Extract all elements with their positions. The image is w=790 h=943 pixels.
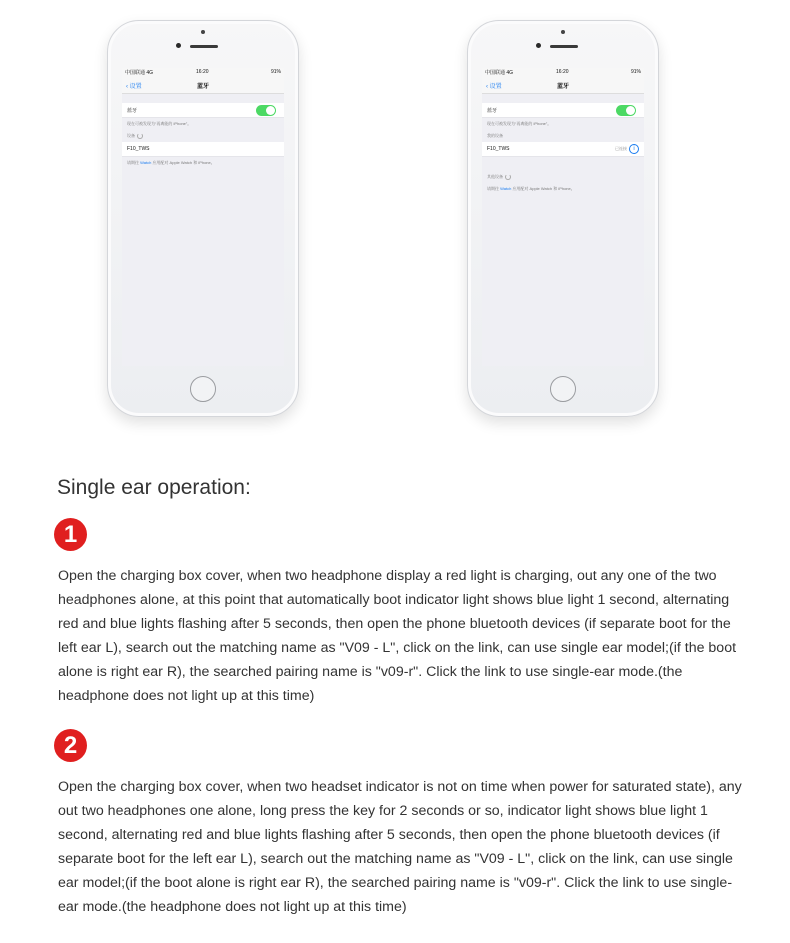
status-bar	[122, 68, 284, 77]
connection-status: 已连接	[615, 146, 627, 151]
step-2-badge: 2	[54, 729, 87, 762]
home-button[interactable]	[550, 376, 576, 402]
battery-label: 91%	[270, 69, 281, 75]
watch-link[interactable]: Watch	[140, 160, 152, 166]
pair-note-suffix: 应用配对 Apple Watch 和 iPhone。	[512, 186, 575, 192]
section-heading: Single ear operation:	[57, 476, 251, 499]
my-devices-header: 我的设备	[487, 133, 503, 138]
clock: 16:20	[556, 69, 569, 75]
step-1-badge: 1	[54, 518, 87, 551]
status-bar	[482, 68, 644, 77]
nav-bar	[482, 77, 644, 94]
back-label: 设置	[489, 84, 502, 90]
nav-title: 蓝牙	[556, 84, 569, 90]
nav-title: 蓝牙	[196, 84, 209, 90]
back-button[interactable]: ‹ 设置	[126, 84, 142, 90]
camera-icon	[561, 30, 565, 34]
discoverable-note: 现在可被发现为“再离能的 iPhone”。	[487, 121, 552, 126]
discoverable-note: 现在可被发现为“再离能的 iPhone”。	[127, 121, 192, 126]
carrier-label: 中国联通 4G	[485, 70, 514, 76]
back-label: 设置	[129, 84, 142, 90]
clock: 16:20	[196, 69, 209, 75]
sensor-dot	[176, 43, 181, 48]
device-row[interactable]	[122, 142, 284, 157]
pair-note-suffix: 应用配对 Apple Watch 和 iPhone。	[152, 160, 215, 166]
speaker-grille	[190, 45, 218, 48]
info-icon[interactable]: i	[629, 144, 639, 154]
battery-label: 91%	[630, 69, 641, 75]
bluetooth-toggle[interactable]	[616, 105, 636, 116]
sensor-dot	[536, 43, 541, 48]
loading-spinner-icon	[137, 133, 143, 139]
phone-screen	[482, 68, 644, 366]
loading-spinner-icon	[505, 174, 511, 180]
back-button[interactable]: ‹ 设置	[486, 84, 502, 90]
device-row[interactable]	[482, 142, 644, 157]
phone-mockup-right	[467, 20, 659, 417]
phone-mockup-left	[107, 20, 299, 417]
step-1-text: Open the charging box cover, when two headphone display a red light is charging, out any one of the two headphones alone, at this point that automatically boot indicator light shows blue light 1 second, alternating red and blue lights flashing after 5 seconds, then open the phone bluetooth devices (if separate boot for the left ear L), search out the matching name as "V09 - L", click on the link, can use single ear model;(if the boot alone is right ear R), the searched pairing name is "v09-r". Click the link to use single-ear mode.(the headphone does not light up at this time)	[58, 568, 737, 704]
bluetooth-row	[122, 103, 284, 118]
step-2-text: Open the charging box cover, when two headset indicator is not on time when power for saturated state), any out two headphones one alone, long press the key for 2 seconds or so, indicator light shows blue light 1 second, alternating red and blue lights flashing after 5 seconds, then open the phone bluetooth devices (if separate boot for the left ear L), search out the matching name as "V09 - L", click on the link, can use single ear model;(if the boot alone is right ear R), the searched pairing name is "v09-r". Click the link to use single-ear mode.(the headphone does not light up at this time)	[58, 779, 742, 915]
speaker-grille	[550, 45, 578, 48]
camera-icon	[201, 30, 205, 34]
device-name: F10_TWS	[127, 146, 150, 153]
nav-bar	[122, 77, 284, 94]
pair-note	[122, 157, 284, 169]
devices-header-label: 设备	[127, 133, 135, 139]
other-devices-header	[482, 171, 644, 183]
pair-note	[482, 183, 644, 195]
watch-link[interactable]: Watch	[500, 186, 512, 192]
device-name: F10_TWS	[487, 146, 510, 152]
bluetooth-row	[482, 103, 644, 118]
bluetooth-label: 蓝牙	[127, 108, 138, 114]
carrier-label: 中国联通 4G	[125, 70, 154, 76]
devices-header	[122, 130, 284, 142]
other-devices-label: 其他设备	[487, 174, 503, 180]
pair-note-prefix: 请期往	[127, 160, 139, 166]
phone-screen	[122, 68, 284, 366]
bluetooth-label: 蓝牙	[487, 108, 498, 114]
home-button[interactable]	[190, 376, 216, 402]
bluetooth-toggle[interactable]	[256, 105, 276, 116]
pair-note-prefix: 请期往	[487, 186, 499, 192]
